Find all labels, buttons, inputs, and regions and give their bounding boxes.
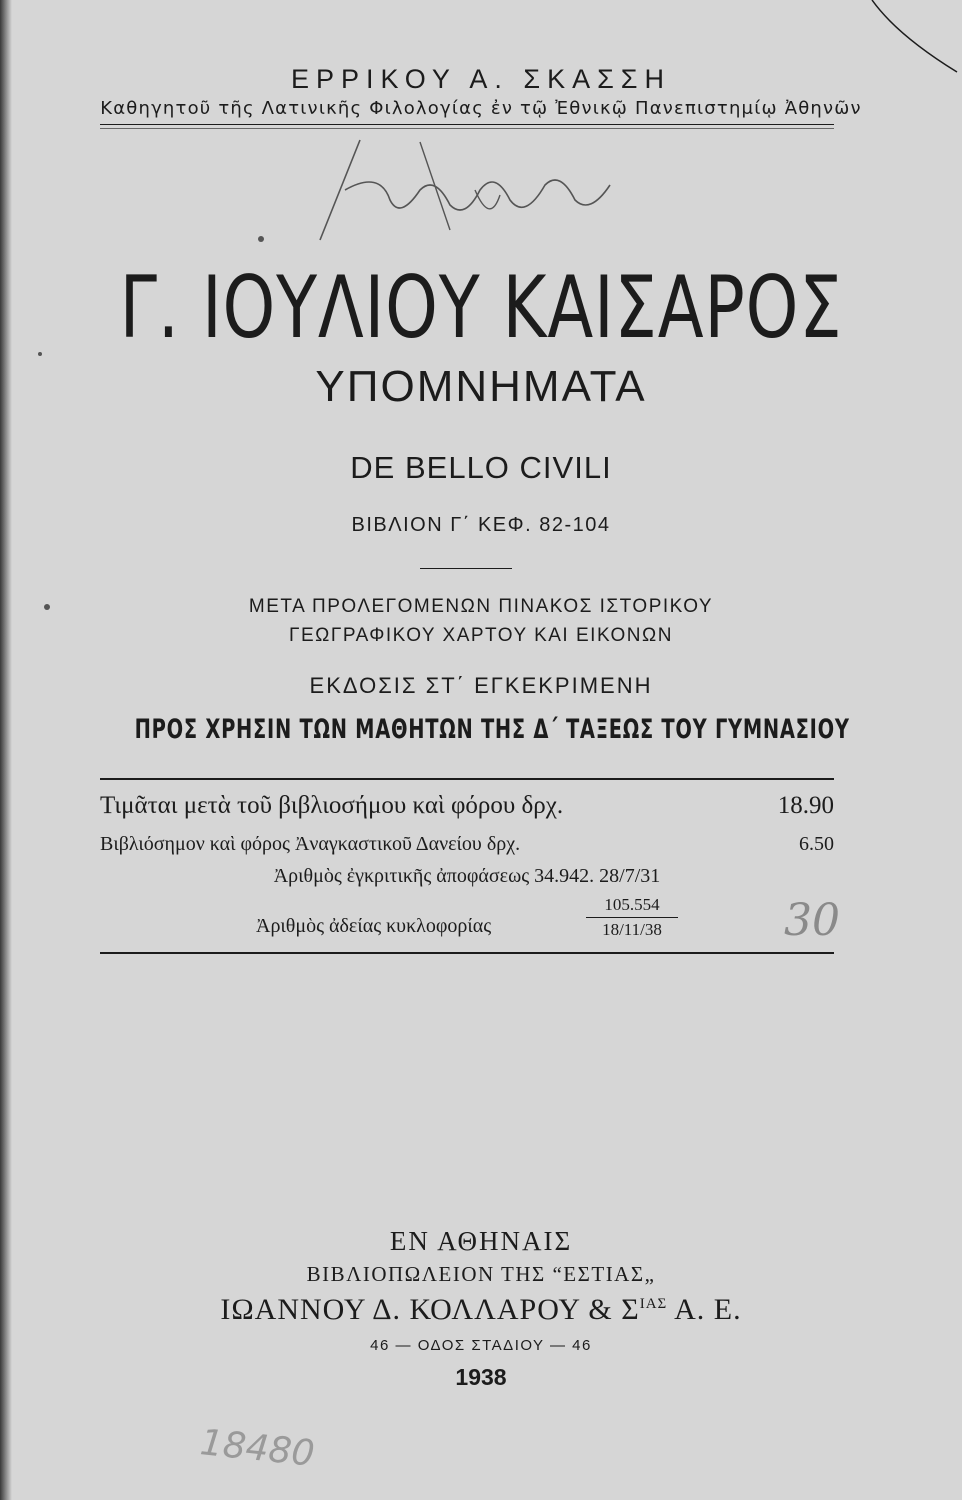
- handwritten-signature: [300, 130, 660, 250]
- edition-statement: ΕΚΔΟΣΙΣ ΣΤ΄ ΕΓΚΕΚΡΙΜΕΝΗ: [309, 673, 653, 698]
- paper-speck: [38, 352, 42, 356]
- price-top-rule: [100, 778, 834, 780]
- latin-title: DE BELLO CIVILI: [350, 450, 612, 485]
- imprint-address: 46 — ΟΔΟΣ ΣΤΑΔΙΟΥ — 46: [370, 1337, 592, 1354]
- paper-speck: [44, 604, 50, 610]
- permit-label: Ἀριθμὸς ἀδείας κυκλοφορίας: [256, 915, 492, 937]
- permit-denominator: 18/11/38: [602, 920, 662, 939]
- price-value: 18.90: [777, 792, 834, 819]
- book-chapters: ΒΙΒΛΙΟΝ Γ΄ ΚΕΦ. 82-104: [351, 514, 611, 536]
- author-name: ΕΡΡΙΚΟΥ Α. ΣΚΑΣΣΗ: [291, 64, 671, 94]
- book-title: Γ. ΙΟΥΛΙΟΥ ΚΑΙΣΑΡΟΣ: [119, 258, 843, 358]
- handwritten-number: 30: [784, 895, 840, 946]
- approval-number: [100, 865, 834, 888]
- author-affiliation: Καθηγητοῦ τῆς Λατινικῆς Φιλολογίας ἐν τῷ Ἐθνικῷ Πανεπιστημίῳ Ἀθηνῶν: [100, 98, 862, 119]
- imprint-city: ΕΝ ΑΘΗΝΑΙΣ: [389, 1226, 573, 1256]
- contents-line-1: ΜΕΤΑ ΠΡΟΛΕΓΟΜΕΝΩΝ ΠΙΝΑΚΟΣ ΙΣΤΟΡΙΚΟΥ: [248, 596, 714, 617]
- price-bottom-rule: [100, 952, 834, 954]
- book-subtitle: ΥΠΟΜΝΗΜΑΤΑ: [315, 362, 647, 411]
- stamp-label: Βιβλιόσημον καὶ φόρος Ἀναγκαστικοῦ Δανείου δρχ.: [100, 833, 521, 855]
- stamp-value: 6.50: [799, 833, 834, 855]
- price-label: Τιμᾶται μετὰ τοῦ βιβλιοσήμου καὶ φόρου δρχ.: [100, 792, 564, 819]
- header-rule: [100, 124, 834, 125]
- fraction-bar: [586, 917, 678, 918]
- publisher-sup: ΙΑΣ: [639, 1296, 668, 1312]
- shelfmark-handwritten: 18480: [198, 1422, 317, 1475]
- approval-number-text: Ἀριθμὸς ἐγκριτικῆς ἀποφάσεως 34.942. 28/7/31: [273, 865, 661, 887]
- header-rule-thin: [100, 128, 834, 129]
- contents-line-2: ΓΕΩΓΡΑΦΙΚΟΥ ΧΑΡΤΟΥ ΚΑΙ ΕΙΚΟΝΩΝ: [289, 625, 673, 646]
- short-divider: [420, 568, 512, 569]
- imprint-publisher: [0, 1293, 962, 1327]
- publisher-suffix: Α. Ε.: [667, 1293, 742, 1326]
- permit-numerator: 105.554: [604, 895, 660, 914]
- paper-speck: [258, 236, 264, 242]
- publisher-name: ΙΩΑΝΝΟΥ Δ. ΚΟΛΛΑΡΟΥ & Σ: [220, 1293, 640, 1326]
- permit-fraction: [582, 895, 682, 940]
- imprint-bookshop: ΒΙΒΛΙΟΠΩΛΕΙΟΝ ΤΗΣ “ΕΣΤΙΑΣ„: [306, 1262, 656, 1286]
- imprint-year: 1938: [455, 1364, 507, 1390]
- approval-statement: ΠΡΟΣ ΧΡΗΣΙΝ ΤΩΝ ΜΑΘΗΤΩΝ ΤΗΣ Δ΄ ΤΑΞΕΩΣ ΤΟΥ ΓΥΜΝΑΣΙΟΥ: [134, 714, 850, 745]
